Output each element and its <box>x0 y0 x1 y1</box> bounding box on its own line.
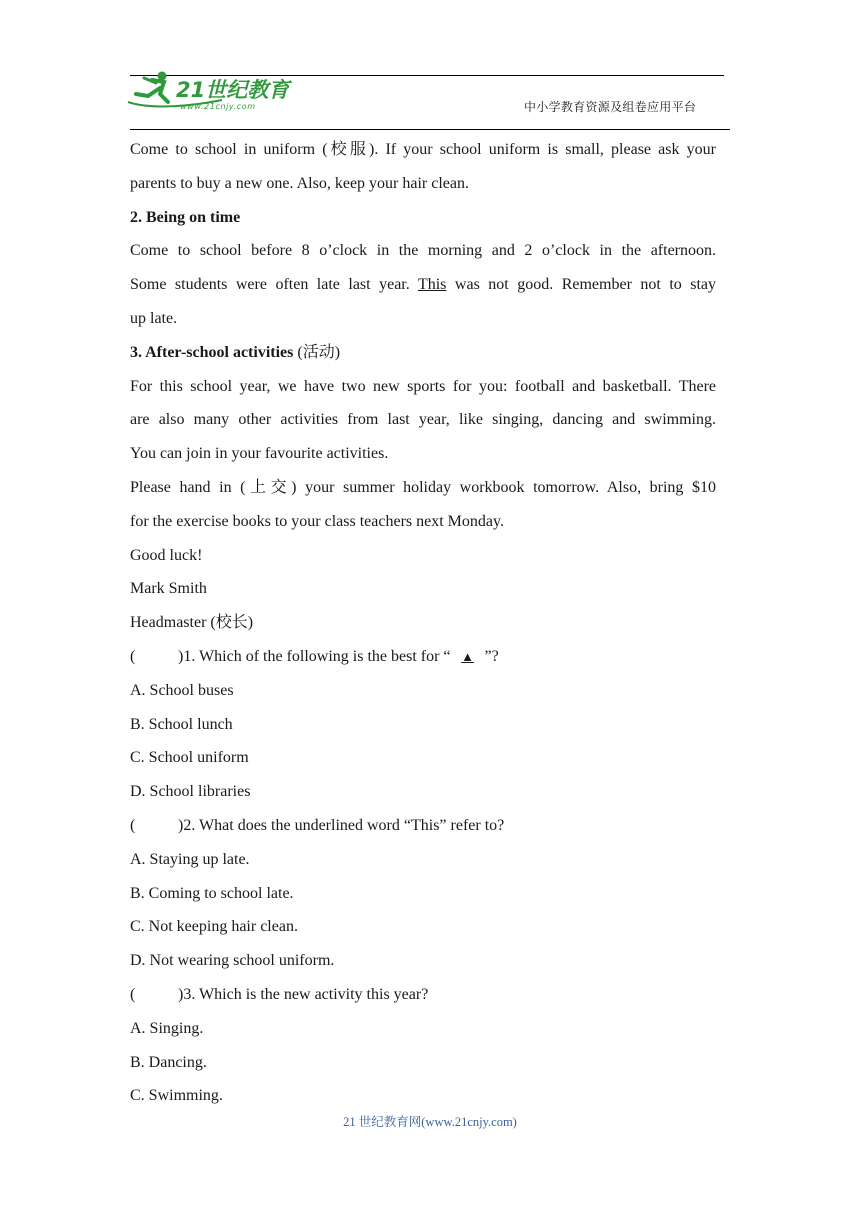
signature-name: Mark Smith <box>130 580 207 598</box>
page-header <box>0 0 860 140</box>
answer-option: A. Staying up late. <box>130 850 250 868</box>
activities-paragraph-line: For this school year, we have two new sports for you: football and basketball. There <box>130 377 716 395</box>
section-note: (活动) <box>297 343 341 361</box>
underlined-word: This <box>417 276 447 294</box>
question-text: )2. What does the underlined word “This” refer to? <box>178 816 505 834</box>
answer-option: D. School libraries <box>130 783 251 801</box>
uniform-paragraph-line: Come to school in uniform (校服). If your school uniform is small, please ask your <box>130 141 716 158</box>
question-stem <box>130 978 716 1012</box>
question-text: ”? <box>484 647 499 665</box>
answer-option: D. Not wearing school uniform. <box>130 952 335 970</box>
document-body <box>130 133 716 1113</box>
handin-paragraph-line: for the exercise books to your class teachers next Monday. <box>130 512 504 530</box>
section-title: 3. After-school activities <box>130 343 294 361</box>
question-text: )3. Which is the new activity this year? <box>178 985 429 1003</box>
title-blank: ▲ <box>461 648 474 664</box>
answer-option: B. Coming to school late. <box>130 884 294 902</box>
question-stem <box>130 809 716 843</box>
answer-option: C. School uniform <box>130 749 249 767</box>
answer-option: A. Singing. <box>130 1019 204 1037</box>
answer-option: B. Dancing. <box>130 1053 207 1071</box>
activities-paragraph-line: are also many other activities from last year, like singing, dancing and swimming. <box>130 411 716 429</box>
signature-title: Headmaster (校长) <box>130 614 254 632</box>
activities-paragraph-line: You can join in your favourite activities. <box>130 445 389 463</box>
time-paragraph-line: Come to school before 8 o’clock in the morning and 2 o’clock in the afternoon. <box>130 242 716 260</box>
answer-option: C. Not keeping hair clean. <box>130 918 298 936</box>
header-tagline: 中小学教育资源及组卷应用平台 <box>524 100 697 114</box>
answer-option: B. School lunch <box>130 715 233 733</box>
uniform-paragraph-line: parents to buy a new one. Also, keep your hair clean. <box>130 174 470 192</box>
question-stem <box>130 640 716 674</box>
answer-option: A. School buses <box>130 681 234 699</box>
site-logo[interactable] <box>122 66 292 114</box>
section-heading: 2. Being on time <box>130 208 241 226</box>
question-text: )1. Which of the following is the best for “ <box>178 647 451 665</box>
runner-logo-icon <box>122 66 292 114</box>
answer-option: C. Swimming. <box>130 1087 223 1105</box>
text-run: was not good. Remember not to stay <box>454 276 717 294</box>
logo-url: www.21cnjy.com <box>180 102 256 111</box>
time-paragraph-line: up late. <box>130 309 178 327</box>
answer-bracket[interactable]: ( <box>130 647 136 665</box>
closing-line: Good luck! <box>130 546 203 564</box>
header-bottom-rule <box>130 129 730 130</box>
answer-bracket[interactable]: ( <box>130 985 136 1003</box>
handin-paragraph-line: Please hand in (上交) your summer holiday workbook tomorrow. Also, bring $10 <box>130 478 716 496</box>
answer-bracket[interactable]: ( <box>130 816 136 834</box>
time-paragraph-line <box>130 268 716 302</box>
logo-wordmark: 21世纪教育 <box>176 78 290 102</box>
page-footer[interactable]: 21 世纪教育网(www.21cnjy.com) <box>343 1115 517 1129</box>
text-run: Some students were often late last year. <box>130 276 410 294</box>
section-heading <box>130 336 716 370</box>
